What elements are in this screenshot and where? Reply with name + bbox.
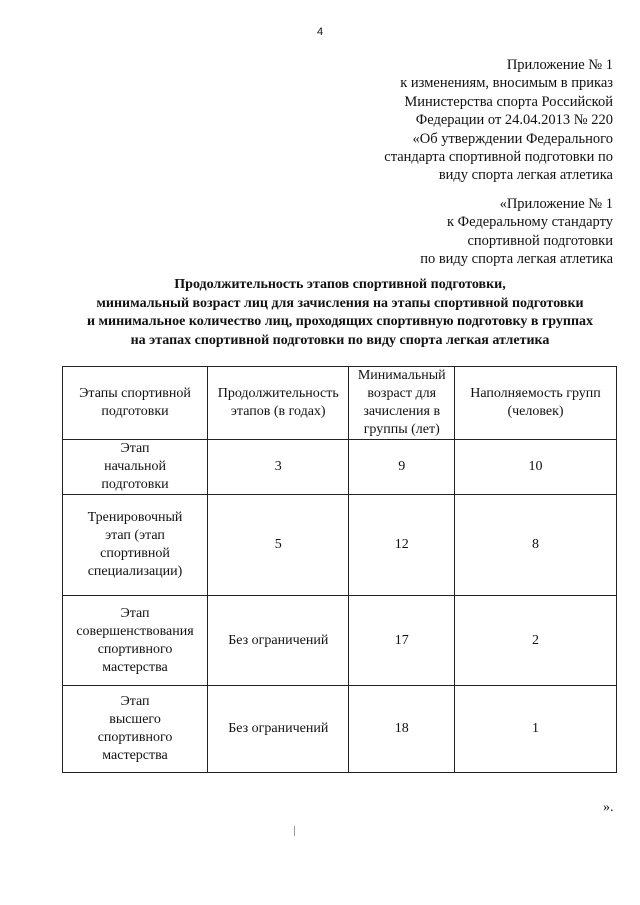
appendix-line: к изменениям, вносимым в приказ bbox=[400, 75, 613, 92]
training-stages-table bbox=[62, 366, 617, 773]
header-stage: Этапы спортивной подготовки bbox=[63, 367, 208, 440]
appendix-line: Федерации от 24.04.2013 № 220 bbox=[415, 112, 613, 129]
group-size-cell: 8 bbox=[455, 495, 617, 596]
group-size-cell: 1 bbox=[455, 686, 617, 773]
title-line: минимальный возраст лиц для зачисления на этапы спортивной подготовки bbox=[96, 295, 584, 311]
duration-cell: 5 bbox=[208, 495, 349, 596]
document-title bbox=[40, 276, 640, 350]
header-min-age: Минимальный возраст для зачисления в группы (лет) bbox=[349, 367, 455, 440]
stage-name: Этап начальной подготовки bbox=[101, 441, 169, 492]
appendix-line: виду спорта легкая атлетика bbox=[438, 167, 613, 184]
header-duration: Продолжительность этапов (в годах) bbox=[208, 367, 349, 440]
min-age-cell: 18 bbox=[349, 686, 455, 773]
title-line: Продолжительность этапов спортивной подготовки, bbox=[174, 277, 506, 292]
header-group-size: Наполняемость групп (человек) bbox=[455, 367, 617, 440]
appendix-line: «Об утверждении Федерального bbox=[412, 130, 613, 147]
title-line: на этапах спортивной подготовки по виду спорта легкая атлетика bbox=[130, 332, 550, 348]
group-size-cell: 10 bbox=[455, 440, 617, 495]
stage-cell bbox=[63, 686, 208, 773]
min-age-cell: 9 bbox=[349, 440, 455, 495]
min-age-cell: 17 bbox=[349, 596, 455, 686]
stage-cell bbox=[63, 440, 208, 495]
table-row bbox=[63, 495, 617, 596]
stage-name: Тренировочный этап (этап спортивной специализации) bbox=[87, 510, 183, 579]
table-header-row bbox=[63, 367, 617, 440]
duration-cell: Без ограничений bbox=[208, 596, 349, 686]
closing-quote-mark: ». bbox=[603, 800, 614, 815]
min-age-cell: 12 bbox=[349, 495, 455, 596]
appendix-line: к Федеральному стандарту bbox=[446, 214, 613, 231]
table-row bbox=[63, 596, 617, 686]
appendix-line: Приложение № 1 bbox=[506, 57, 613, 73]
appendix-line: «Приложение № 1 bbox=[499, 196, 613, 212]
appendix-line: Министерства спорта Российской bbox=[404, 93, 613, 110]
group-size-cell: 2 bbox=[455, 596, 617, 686]
margin-mark bbox=[294, 826, 295, 836]
table-row bbox=[63, 686, 617, 773]
appendix-line: спортивной подготовки bbox=[467, 232, 613, 249]
stage-name: Этап высшего спортивного мастерства bbox=[97, 694, 173, 763]
standard-appendix-block bbox=[420, 195, 613, 269]
stage-cell bbox=[63, 495, 208, 596]
table-row bbox=[63, 440, 617, 495]
duration-cell: Без ограничений bbox=[208, 686, 349, 773]
appendix-reference-block bbox=[384, 56, 613, 185]
title-line: и минимальное количество лиц, проходящих спортивную подготовку в группах bbox=[86, 314, 594, 329]
appendix-line: стандарта спортивной подготовки по bbox=[384, 149, 613, 166]
stage-name: Этап совершенствования спортивного мастерства bbox=[76, 605, 194, 675]
duration-cell: 3 bbox=[208, 440, 349, 495]
stage-cell bbox=[63, 596, 208, 686]
appendix-line: по виду спорта легкая атлетика bbox=[420, 251, 613, 268]
page-number: 4 bbox=[316, 26, 324, 38]
